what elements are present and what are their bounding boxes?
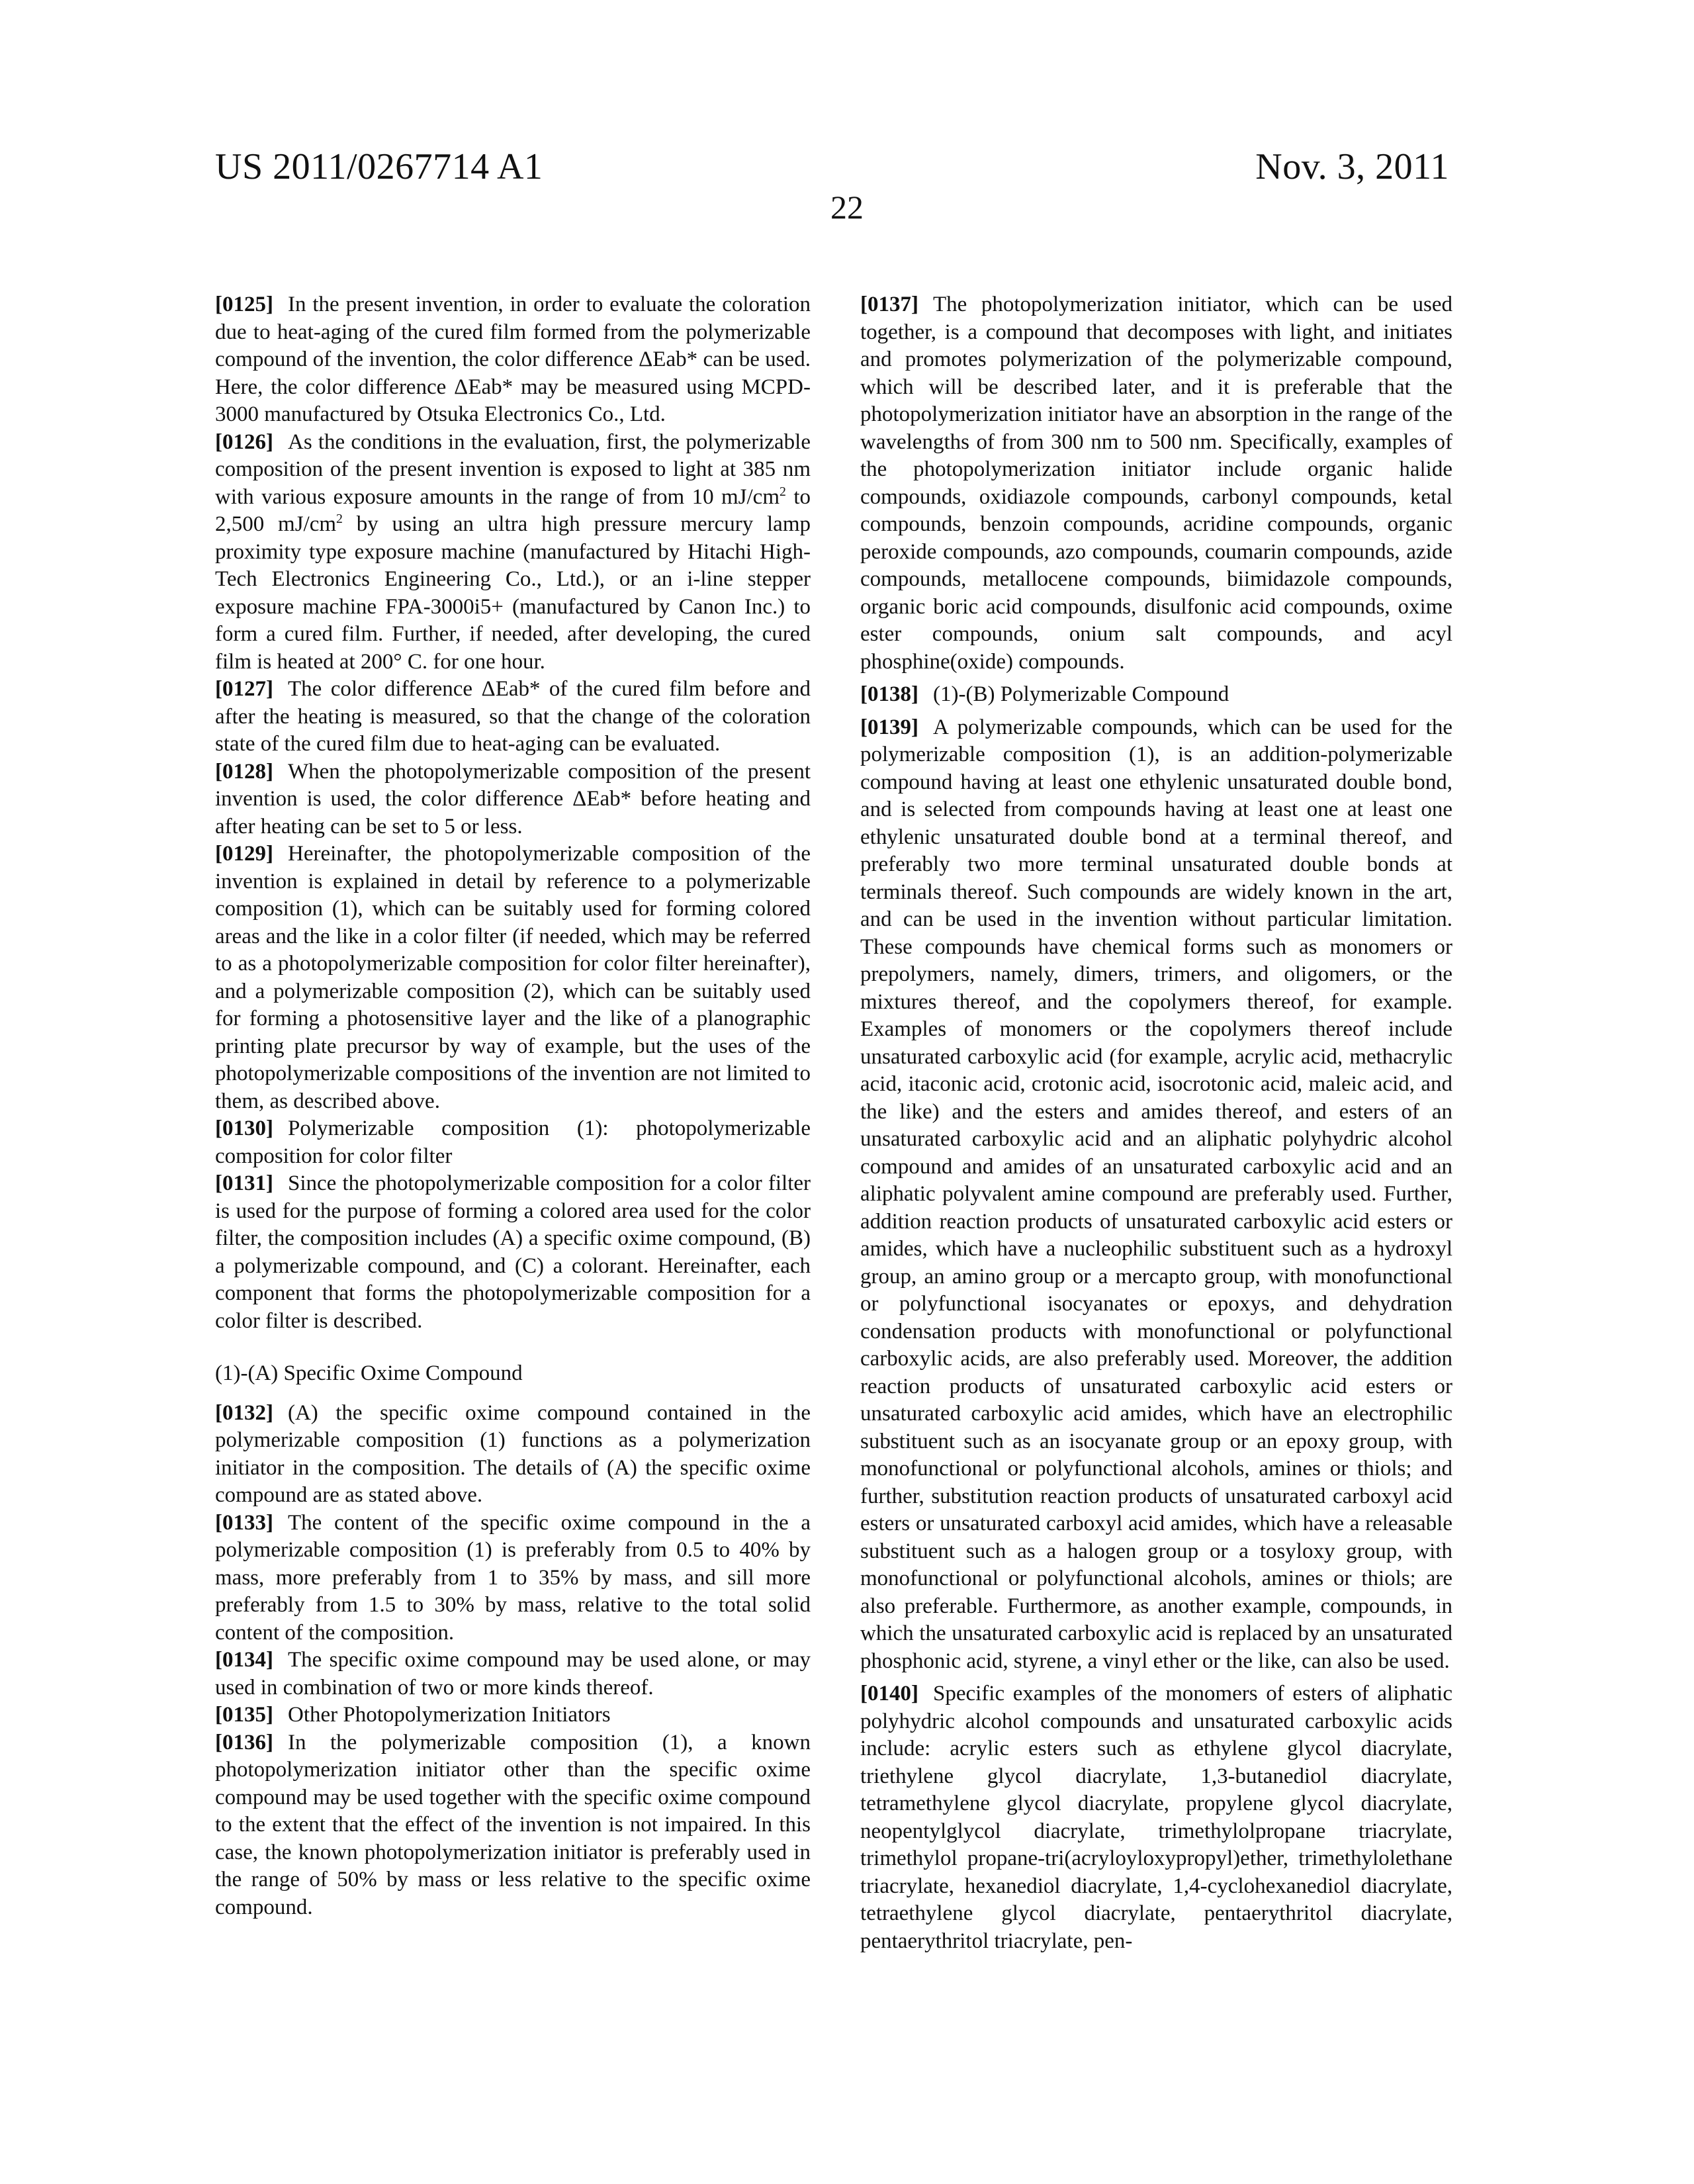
paragraph-text: The photopolymerization initiator, which can be used together, is a compound that decomposes with light, and initiates and promotes polymerization of the polymerizable compound, which will be described later, and it is preferable that the photopolymerization initiator have an absorption in the range of the wavelengths of from 300 nm to 500 nm. Specifically, examples of the photopolymerization initiator include organic halide compounds, oxidiazole compounds, carbonyl compounds, ketal compounds, benzoin compounds, acridine compounds, organic peroxide compounds, azo compounds, coumarin compounds, azide compounds, metallocene compounds, biimidazole compounds, organic boric acid compounds, disulfonic acid compounds, oxime ester compounds, onium salt compounds, and acyl phosphine(oxide) compounds.	[860, 293, 1452, 674]
publication-date: Nov. 3, 2011	[1255, 146, 1449, 188]
paragraph-number: [0134]	[215, 1648, 273, 1672]
right-column	[860, 291, 1452, 1955]
paragraph-0128	[215, 758, 811, 841]
paragraph-0139	[860, 714, 1452, 1676]
paragraph-0134	[215, 1647, 811, 1702]
paragraph-0131	[215, 1170, 811, 1335]
paragraph-number: [0126]	[215, 430, 273, 454]
paragraph-number: [0137]	[860, 293, 918, 316]
paragraph-0126	[215, 429, 811, 676]
publication-number: US 2011/0267714 A1	[215, 146, 543, 188]
paragraph-text: to 2,500 mJ/cm	[215, 485, 811, 537]
paragraph-number: [0125]	[215, 293, 273, 316]
paragraph-number: [0135]	[215, 1703, 273, 1727]
paragraph-text: The content of the specific oxime compound in the a polymerizable composition (1) is preferably from 0.5 to 40% by mass, more preferably from 1 to 35% by mass, and sill more preferably from 1.5 to 30% by mass, relative to the total solid content of the composition.	[215, 1511, 811, 1645]
paragraph-number: [0130]	[215, 1116, 273, 1140]
paragraph-text: In the polymerizable composition (1), a known photopolymerization initiator other than the specific oxime compound may be used together with the specific oxime compound to the extent that the effect of the invention is not impaired. In this case, the known photopolymerization initiator is preferably used in the range of 50% by mass or less relative to the specific oxime compound.	[215, 1731, 811, 1919]
paragraph-text: (1)-(B) Polymerizable Compound	[933, 682, 1229, 706]
paragraph-number: [0128]	[215, 760, 273, 784]
paragraph-number: [0127]	[215, 677, 273, 701]
paragraph-0133	[215, 1510, 811, 1647]
paragraph-0129	[215, 841, 811, 1115]
left-column	[215, 291, 811, 1921]
paragraph-0127	[215, 676, 811, 758]
paragraph-text: Since the photopolymerizable composition for a color filter is used for the purpose of forming a colored area used for the color filter, the composition includes (A) a specific oxime compound, (B) a polymerizable compound, and (C) a colorant. Hereinafter, each component that forms the photopolymerizable composition for a color filter is described.	[215, 1171, 811, 1333]
superscript: 2	[780, 484, 786, 499]
paragraph-text: A polymerizable compounds, which can be used for the polymerizable composition (1), is an addition-polymerizable compound having at least one ethylenic unsaturated double bond, and is selected from compounds having at least one at least one ethylenic unsaturated double bond at a terminal thereof, and preferably two more terminal unsaturated double bonds at terminals thereof. Such compounds are widely known in the art, and can be used in the invention without particular limitation. These compounds have chemical forms such as monomers or prepolymers, namely, dimers, trimers, and oligomers, or the mixtures thereof, and the copolymers thereof, for example. Examples of monomers or the copolymers thereof include unsaturated carboxylic acid (for example, acrylic acid, methacrylic acid, itaconic acid, crotonic acid, isocrotonic acid, maleic acid, and the like) and the esters and amides thereof, and esters of an unsaturated carboxylic acid and an aliphatic polyhydric alcohol compound and amides of an unsaturated carboxylic acid and an aliphatic polyvalent amine compound are preferably used. Further, addition reaction products of unsaturated carboxylic acid esters or amides, which have a nucleophilic substituent such as a hydroxyl group, an amino group or a mercapto group, with monofunctional or polyfunctional isocyanates or epoxys, and dehydration condensation products with monofunctional or polyfunctional carboxylic acids, are also preferably used. Moreover, the addition reaction products of unsaturated carboxylic acid esters or unsaturated carboxylic acid amides, which have an electrophilic substituent such as an isocyanate group or an epoxy group, with monofunctional or polyfunctional alcohols, amines or thiols; and further, substitution reaction products of unsaturated carboxyl acid esters or unsaturated carboxyl acid amides, which have a releasable substituent such as a halogen group or a tosyloxy group, with monofunctional or polyfunctional alcohols, amines or thiols; are also preferable. Furthermore, as another example, compounds, in which the unsaturated carboxylic acid is replaced by an unsaturated phosphonic acid, styrene, a vinyl ether or the like, can also be used.	[860, 715, 1452, 1673]
paragraph-number: [0129]	[215, 842, 273, 866]
paragraph-text: As the conditions in the evaluation, first, the polymerizable composition of the present invention is exposed to light at 385 nm with various exposure amounts in the range of from 10 mJ/cm	[215, 430, 811, 509]
paragraph-text: Other Photopolymerization Initiators	[288, 1703, 611, 1727]
superscript: 2	[336, 512, 343, 526]
paragraph-text: Specific examples of the monomers of esters of aliphatic polyhydric alcohol compounds and unsaturated carboxylic acids include: acrylic esters such as ethylene glycol diacrylate, triethylene glycol diacrylate, 1,3-butanediol diacrylate, tetramethylene glycol diacrylate, propylene glycol diacrylate, neopentylglycol diacrylate, trimethylolpropane triacrylate, trimethylol propane-tri(acryloyloxypropyl)ether, trimethylolethane triacrylate, hexanediol diacrylate, 1,4-cyclohexanediol diacrylate, tetraethylene glycol diacrylate, pentaerythritol diacrylate, pentaerythritol triacrylate, pen-	[860, 1682, 1452, 1953]
paragraph-0140	[860, 1680, 1452, 1955]
paragraph-text: Hereinafter, the photopolymerizable composition of the invention is explained in detail by reference to a polymerizable composition (1), which can be suitably used for forming colored areas and the like in a color filter (if needed, which may be referred to as a photopolymerizable composition for color filter hereinafter), and a polymerizable composition (2), which can be suitably used for forming a photosensitive layer and the like of a planographic printing plate precursor by way of example, but the uses of the photopolymerizable compositions of the invention are not limited to them, as described above.	[215, 842, 811, 1113]
paragraph-0132	[215, 1400, 811, 1510]
paragraph-0125	[215, 291, 811, 429]
paragraph-number: [0138]	[860, 682, 918, 706]
paragraph-number: [0131]	[215, 1171, 273, 1195]
paragraph-text: Polymerizable composition (1): photopolymerizable composition for color filter	[215, 1116, 811, 1168]
paragraph-number: [0132]	[215, 1401, 273, 1425]
paragraph-0136	[215, 1729, 811, 1922]
paragraph-text: When the photopolymerizable composition of the present invention is used, the color difference ΔEab* before heating and after heating can be set to 5 or less.	[215, 760, 811, 839]
paragraph-text: The specific oxime compound may be used alone, or may used in combination of two or more kinds thereof.	[215, 1648, 811, 1700]
paragraph-0137	[860, 291, 1452, 676]
paragraph-number: [0139]	[860, 715, 918, 739]
paragraph-0135	[215, 1702, 811, 1729]
section-heading: (1)-(A) Specific Oxime Compound	[215, 1360, 811, 1388]
paragraph-0130	[215, 1115, 811, 1170]
paragraph-number: [0140]	[860, 1682, 918, 1706]
paragraph-number: [0133]	[215, 1511, 273, 1535]
paragraph-number: [0136]	[215, 1731, 273, 1754]
paragraph-text: (A) the specific oxime compound contained in the polymerizable composition (1) functions as a polymerization initiator in the composition. The details of (A) the specific oxime compound are as stated above.	[215, 1401, 811, 1508]
paragraph-text: The color difference ΔEab* of the cured film before and after the heating is measured, so that the change of the coloration state of the cured film due to heat-aging can be evaluated.	[215, 677, 811, 756]
paragraph-text: In the present invention, in order to evaluate the coloration due to heat-aging of the cured film formed from the polymerizable compound of the invention, the color difference ΔEab* can be used. Here, the color difference ΔEab* may be measured using MCPD-3000 manufactured by Otsuka Electronics Co., Ltd.	[215, 293, 811, 426]
page-number: 22	[0, 188, 1694, 226]
paragraph-text: by using an ultra high pressure mercury lamp proximity type exposure machine (manufactured by Hitachi High-Tech Electronics Engineering Co., Ltd.), or an i-line stepper exposure machine FPA-3000i5+ (manufactured by Canon Inc.) to form a cured film. Further, if needed, after developing, the cured film is heated at 200° C. for one hour.	[215, 512, 811, 674]
paragraph-0138	[860, 681, 1452, 709]
